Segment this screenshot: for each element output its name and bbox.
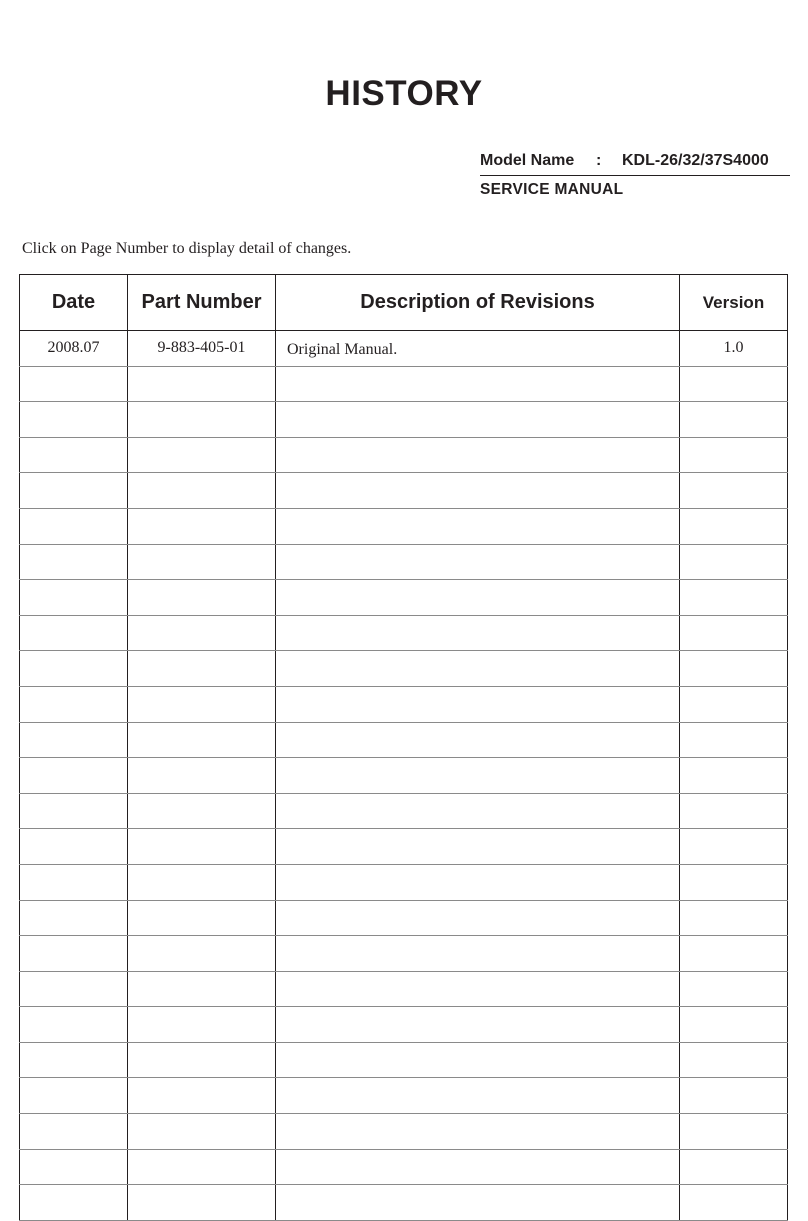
cell-date: 2008.07 — [20, 331, 128, 367]
cell-date — [20, 686, 128, 722]
cell-part-number[interactable] — [128, 1078, 276, 1114]
cell-part-number[interactable] — [128, 437, 276, 473]
cell-part-number[interactable] — [128, 544, 276, 580]
table-row — [20, 1149, 788, 1185]
cell-part-number[interactable] — [128, 402, 276, 438]
instruction-text: Click on Page Number to display detail of changes. — [22, 240, 352, 257]
cell-part-number[interactable] — [128, 900, 276, 936]
cell-part-number[interactable] — [128, 1149, 276, 1185]
table-row — [20, 615, 788, 651]
model-name-line — [480, 152, 790, 176]
cell-part-number[interactable] — [128, 580, 276, 616]
cell-description — [276, 580, 680, 616]
cell-part-number[interactable] — [128, 686, 276, 722]
table-row — [20, 366, 788, 402]
cell-version — [680, 651, 788, 687]
page-title: HISTORY — [325, 74, 483, 113]
cell-date — [20, 544, 128, 580]
cell-date — [20, 900, 128, 936]
cell-part-number[interactable] — [128, 508, 276, 544]
cell-description — [276, 651, 680, 687]
table-row — [20, 1078, 788, 1114]
cell-description — [276, 473, 680, 509]
revision-history-table — [19, 274, 788, 1221]
cell-part-number[interactable] — [128, 829, 276, 865]
cell-version — [680, 615, 788, 651]
cell-part-number[interactable] — [128, 1114, 276, 1150]
cell-description — [276, 793, 680, 829]
cell-version — [680, 864, 788, 900]
cell-version — [680, 686, 788, 722]
cell-date — [20, 580, 128, 616]
table-row — [20, 722, 788, 758]
cell-version — [680, 437, 788, 473]
cell-version — [680, 1185, 788, 1221]
cell-description — [276, 1114, 680, 1150]
header-version: Version — [680, 275, 788, 331]
cell-description — [276, 402, 680, 438]
cell-version — [680, 900, 788, 936]
cell-version — [680, 829, 788, 865]
cell-date — [20, 402, 128, 438]
table-row — [20, 1042, 788, 1078]
header-part-number: Part Number — [128, 275, 276, 331]
cell-description — [276, 1007, 680, 1043]
cell-description — [276, 1042, 680, 1078]
table-row — [20, 437, 788, 473]
cell-part-number[interactable] — [128, 1007, 276, 1043]
cell-description — [276, 366, 680, 402]
cell-version — [680, 1149, 788, 1185]
cell-version — [680, 473, 788, 509]
cell-description — [276, 1149, 680, 1185]
cell-part-number[interactable] — [128, 722, 276, 758]
cell-date — [20, 1007, 128, 1043]
cell-version — [680, 1042, 788, 1078]
header-date: Date — [20, 275, 128, 331]
cell-version — [680, 402, 788, 438]
cell-part-number[interactable] — [128, 793, 276, 829]
cell-version — [680, 758, 788, 794]
cell-date — [20, 366, 128, 402]
cell-description — [276, 829, 680, 865]
cell-date — [20, 793, 128, 829]
cell-description — [276, 437, 680, 473]
cell-date — [20, 1149, 128, 1185]
cell-description — [276, 758, 680, 794]
cell-description — [276, 508, 680, 544]
model-name-label: Model Name — [480, 152, 575, 169]
cell-part-number[interactable] — [128, 615, 276, 651]
cell-description — [276, 615, 680, 651]
cell-part-number[interactable] — [128, 1185, 276, 1221]
table-row — [20, 1007, 788, 1043]
table-row — [20, 971, 788, 1007]
table-row — [20, 508, 788, 544]
cell-date — [20, 437, 128, 473]
cell-part-number[interactable] — [128, 971, 276, 1007]
cell-date — [20, 936, 128, 972]
cell-part-number[interactable] — [128, 1042, 276, 1078]
cell-part-number[interactable] — [128, 864, 276, 900]
cell-part-number[interactable] — [128, 473, 276, 509]
table-row — [20, 402, 788, 438]
cell-date — [20, 508, 128, 544]
cell-date — [20, 615, 128, 651]
cell-date — [20, 864, 128, 900]
table-row — [20, 900, 788, 936]
table-row — [20, 936, 788, 972]
cell-date — [20, 1114, 128, 1150]
manual-type: SERVICE MANUAL — [480, 181, 624, 198]
cell-description — [276, 971, 680, 1007]
cell-date — [20, 1185, 128, 1221]
cell-description — [276, 936, 680, 972]
cell-version — [680, 508, 788, 544]
model-name-value: KDL-26/32/37S4000 — [622, 152, 769, 169]
cell-date — [20, 651, 128, 687]
cell-part-number[interactable] — [128, 366, 276, 402]
cell-description — [276, 900, 680, 936]
cell-description — [276, 722, 680, 758]
cell-version — [680, 1114, 788, 1150]
cell-version — [680, 971, 788, 1007]
cell-version — [680, 544, 788, 580]
model-name-separator: : — [596, 152, 602, 169]
table-row — [20, 580, 788, 616]
header-description: Description of Revisions — [276, 275, 680, 331]
cell-description: Original Manual. — [276, 331, 680, 367]
cell-part-number[interactable]: 9-883-405-01 — [128, 331, 276, 367]
cell-version — [680, 936, 788, 972]
table-row — [20, 1114, 788, 1150]
cell-date — [20, 1078, 128, 1114]
cell-date — [20, 473, 128, 509]
cell-version — [680, 580, 788, 616]
cell-description — [276, 1185, 680, 1221]
model-info — [480, 152, 790, 199]
table-header-row — [20, 275, 788, 331]
cell-part-number[interactable] — [128, 936, 276, 972]
table-row — [20, 544, 788, 580]
cell-version: 1.0 — [680, 331, 788, 367]
cell-part-number[interactable] — [128, 758, 276, 794]
table-row — [20, 864, 788, 900]
cell-version — [680, 722, 788, 758]
cell-description — [276, 544, 680, 580]
cell-description — [276, 864, 680, 900]
table-body — [20, 331, 788, 1221]
cell-description — [276, 686, 680, 722]
table-row — [20, 793, 788, 829]
cell-version — [680, 366, 788, 402]
table-row — [20, 651, 788, 687]
cell-date — [20, 971, 128, 1007]
cell-date — [20, 829, 128, 865]
cell-version — [680, 1078, 788, 1114]
cell-version — [680, 1007, 788, 1043]
cell-version — [680, 793, 788, 829]
table-row — [20, 829, 788, 865]
table-row — [20, 686, 788, 722]
table-row — [20, 473, 788, 509]
table-row — [20, 1185, 788, 1221]
cell-date — [20, 1042, 128, 1078]
cell-date — [20, 758, 128, 794]
table-row — [20, 758, 788, 794]
cell-description — [276, 1078, 680, 1114]
cell-part-number[interactable] — [128, 651, 276, 687]
cell-date — [20, 722, 128, 758]
table-row — [20, 331, 788, 367]
